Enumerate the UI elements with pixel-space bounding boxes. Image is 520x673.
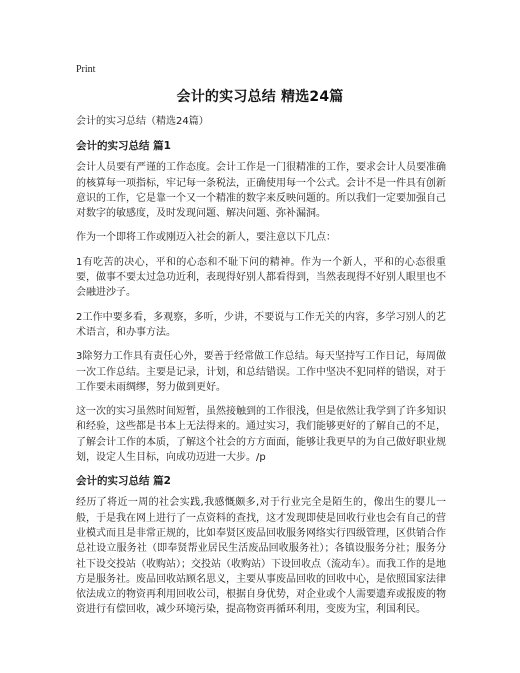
section-heading: 会计的实习总结 篇2 (76, 475, 171, 488)
print-link[interactable]: Print (76, 64, 96, 75)
paragraph: 会计人员要有严谨的工作态度。会计工作是一门很精准的工作，要求会计人员要准确的核算每一项指标，牢记每一条税法，正确使用每一个公式。会计不是一件具有创新意识的工作，它是靠一个又一个精准的数字来反映问题的。所以我们一定要加强自己对数字的敏感度，及时发现问题、解决问题、弥补漏洞。 (76, 162, 446, 220)
paragraph: 2工作中要多看，多观察，多听，少讲，不要说与工作无关的内容，多学习别人的艺术语言，和办事方法。 (76, 311, 446, 338)
document-subtitle: 会计的实习总结（精选24篇） (76, 116, 209, 127)
page-title: 会计的实习总结 精选24篇 (176, 89, 344, 105)
paragraph: 这一次的实习虽然时间短暂，虽然接触到的工作很浅，但是依然让我学到了许多知识和经验，这些都是书本上无法得来的。通过实习，我们能够更好的了解自己的不足，了解会计工作的本质，了解这个社会的方方面面，能够让我更早的为自己做好职业规划，设定人生目标，向成功迈进一大步。/p (76, 406, 446, 464)
paragraph: 作为一个即将工作或刚迈入社会的新人，要注意以下几点： (76, 232, 336, 244)
paragraph: 经历了将近一周的社会实践,我感慨颇多,对于行业完全是陌生的，像出生的婴儿一般，于是我在网上进行了一点资料的查找，这才发现即使是回收行业也会有自己的营业模式而且是非常正规的，比如奉贤区废品回收服务网络实行四级管理，区供销合作总社设立服务社（即奉贤帮业居民生活废品回收服务社）；各镇设服务分社；服务分社下设交投站（收购站）；交投站（收购站）下设回收点（流动车）。而我工作的是地方是服务社。废品回收站顾名思义，主要从事废品回收的回收中心，是依照国家法律依法成立的物资再利用回收公司，根据自身优势，对企业或个人需要遗弃或报废的物资进行有偿回收，减少环境污染，提高物资再循环利用，变废为宝，利国利民。 (76, 497, 446, 616)
paragraph: 3除努力工作具有责任心外，要善于经常做工作总结。每天坚持写工作日记，每周做一次工作总结。主要是记录，计划，和总结错误。工作中坚决不犯同样的错误，对于工作要未雨绸缪，努力做到更好。 (76, 351, 446, 393)
section-heading: 会计的实习总结 篇1 (76, 140, 171, 153)
paragraph: 1有吃苦的决心，平和的心态和不耻下问的精神。作为一个新人，平和的心态很重要，做事不要太过急功近利，表现得好别人都看得到，当然表现得不好别人眼里也不会融进沙子。 (76, 256, 446, 299)
document-content (76, 114, 446, 627)
